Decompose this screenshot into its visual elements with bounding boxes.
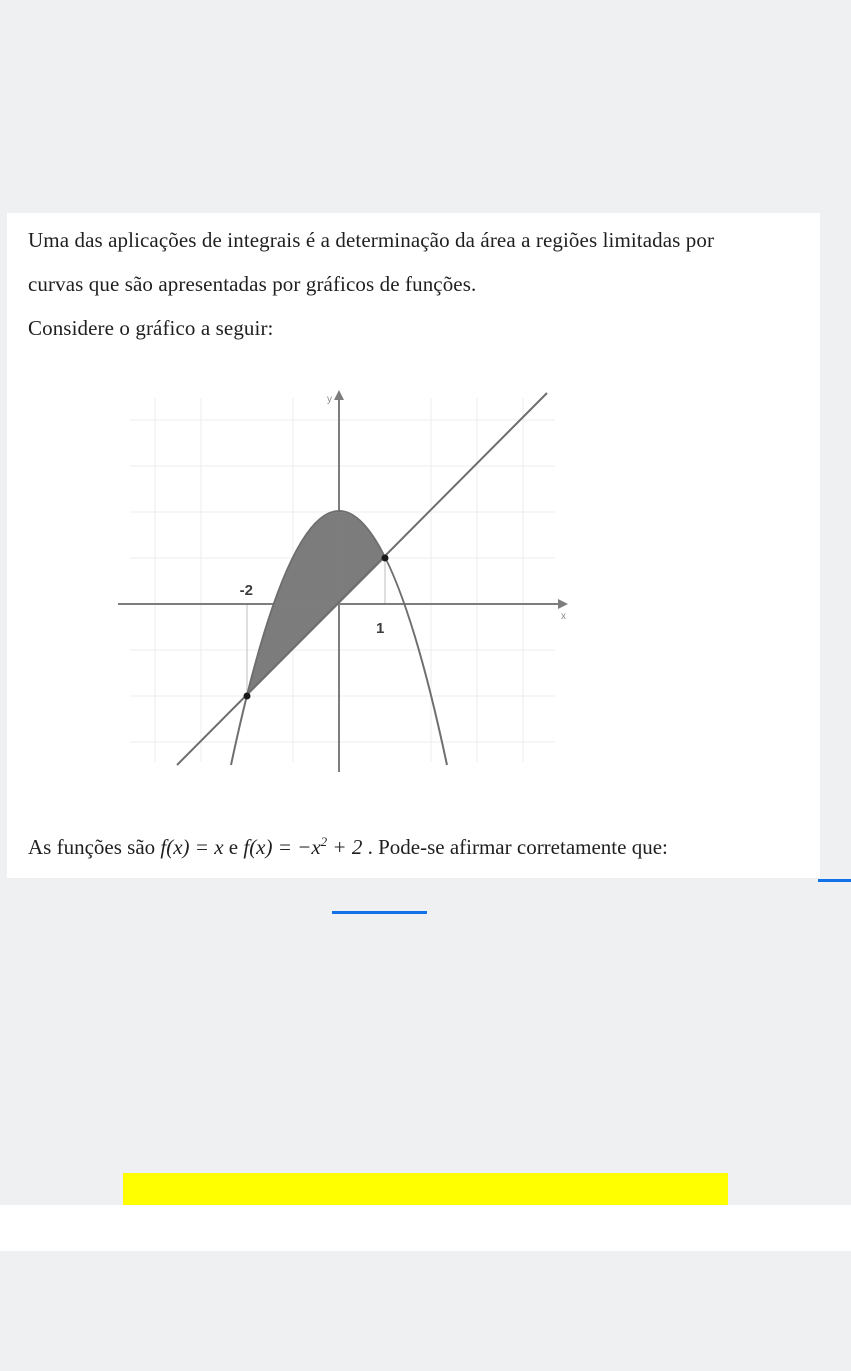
y-axis-arrow-icon [334, 390, 344, 400]
statement-suffix: . Pode-se afirmar corretamente que: [367, 835, 668, 859]
graph-figure [110, 388, 575, 772]
question-card [7, 213, 820, 878]
x-axis-arrow-icon [558, 599, 568, 609]
question-intro-line2: curvas que são apresentadas por gráficos de funções. [28, 272, 477, 296]
function-2-formula-base: f(x) = −x [243, 835, 321, 859]
highlighted-answer-bar[interactable] [123, 1173, 728, 1205]
function-plot-svg [110, 388, 575, 772]
content-strip [0, 1205, 851, 1251]
identity-line-curve [177, 393, 547, 765]
tick-label-neg2: -2 [239, 582, 253, 599]
x-axis-label: x [561, 611, 566, 622]
question-intro-line1: Uma das aplicações de integrais é a determinação da área a regiões limitadas por [28, 228, 715, 252]
link-underline-center[interactable] [332, 911, 427, 914]
statement-prefix: As funções são [28, 835, 161, 859]
intersection-point-neg2 [244, 693, 251, 700]
function-2-formula-tail: + 2 [327, 835, 368, 859]
function-2-exponent: 2 [320, 834, 328, 849]
x-axis [118, 599, 568, 609]
statement-conjunction: e [223, 835, 244, 859]
question-consider-line: Considere o gráfico a seguir: [28, 316, 274, 340]
question-statement [28, 835, 813, 860]
y-axis-label: y [327, 394, 332, 405]
link-underline-right[interactable] [818, 879, 851, 882]
tick-label-1: 1 [376, 620, 385, 637]
intersection-point-1 [382, 555, 389, 562]
question-intro [28, 218, 813, 350]
function-1-formula: f(x) = x [160, 835, 224, 859]
